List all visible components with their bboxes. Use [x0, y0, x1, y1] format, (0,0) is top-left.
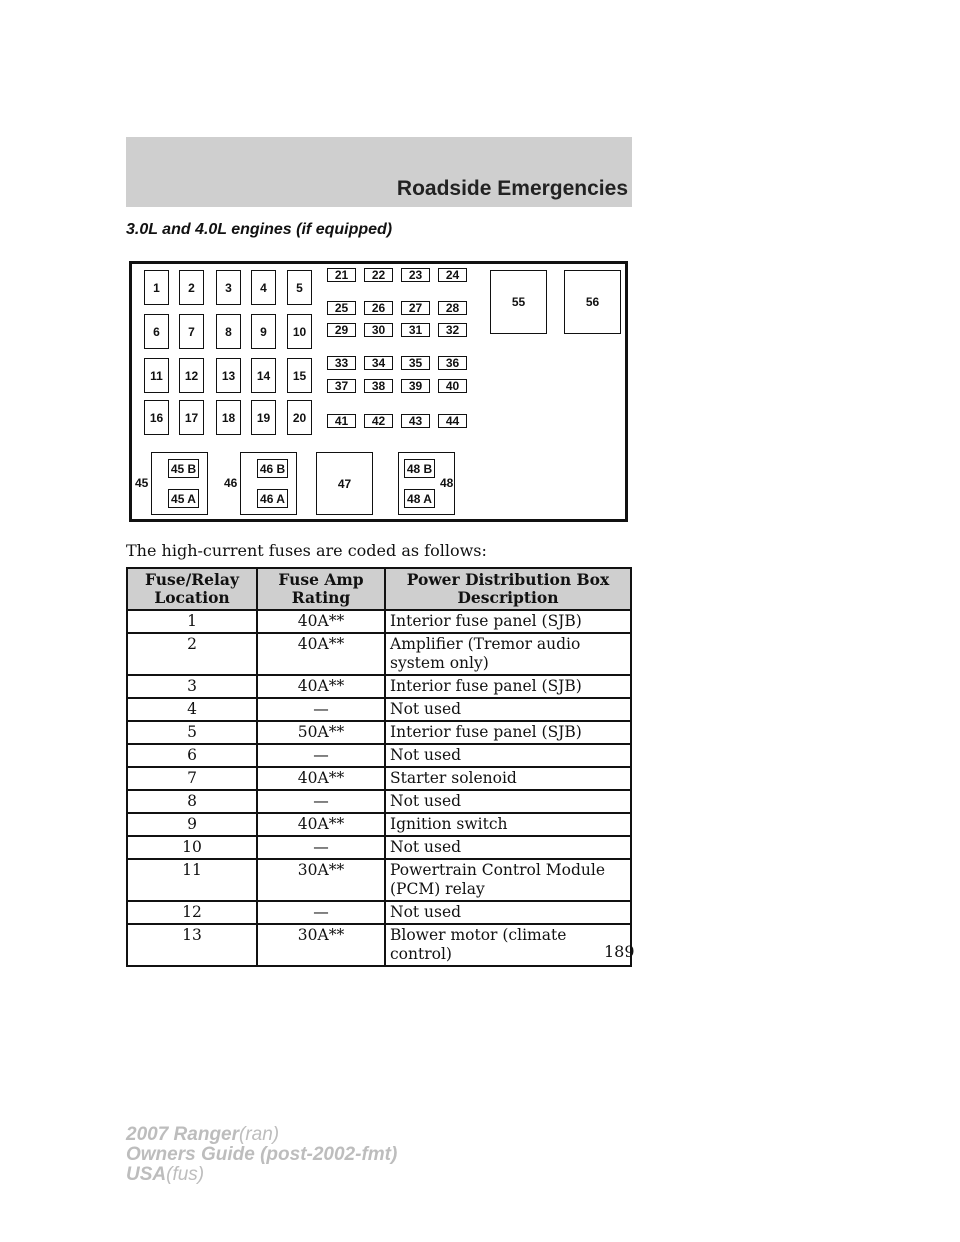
mini-fuse: 41	[327, 414, 356, 428]
mini-fuse: 27	[401, 301, 430, 315]
cell-amp-rating: —	[257, 901, 385, 924]
relay-pair-label: 45	[135, 476, 149, 490]
document-footer	[126, 1125, 397, 1185]
relay-lower: 45 A	[168, 489, 199, 508]
relay-pair-label: 48	[440, 476, 454, 490]
cell-location: 6	[127, 744, 257, 767]
table-row	[127, 610, 631, 633]
cell-location: 9	[127, 813, 257, 836]
cell-location: 2	[127, 633, 257, 675]
footer-model-code: (ran)	[239, 1124, 280, 1145]
cell-description: Blower motor (climate control)	[385, 924, 631, 966]
mini-fuse: 25	[327, 301, 356, 315]
cell-location: 5	[127, 721, 257, 744]
footer-market: USA	[126, 1164, 167, 1185]
cell-location: 11	[127, 859, 257, 901]
cell-description: Ignition switch	[385, 813, 631, 836]
large-fuse: 5	[287, 270, 312, 305]
mini-fuse: 44	[438, 414, 467, 428]
table-header-row	[127, 568, 631, 610]
mini-fuse: 38	[364, 379, 393, 393]
table-row	[127, 924, 631, 966]
large-fuse: 17	[179, 400, 204, 435]
mini-fuse: 35	[401, 356, 430, 370]
cell-location: 4	[127, 698, 257, 721]
cell-amp-rating: 40A**	[257, 633, 385, 675]
large-fuse: 7	[179, 314, 204, 349]
table-row	[127, 767, 631, 790]
cell-description: Not used	[385, 836, 631, 859]
large-fuse: 13	[216, 358, 241, 393]
cell-description: Powertrain Control Module (PCM) relay	[385, 859, 631, 901]
table-row	[127, 836, 631, 859]
cell-amp-rating: 50A**	[257, 721, 385, 744]
cell-amp-rating: —	[257, 698, 385, 721]
relay-upper: 45 B	[168, 459, 199, 478]
large-fuse: 19	[251, 400, 276, 435]
mini-fuse: 26	[364, 301, 393, 315]
large-fuse: 16	[144, 400, 169, 435]
header-description: Power Distribution Box Description	[385, 568, 631, 610]
cell-amp-rating: —	[257, 744, 385, 767]
cell-description: Interior fuse panel (SJB)	[385, 610, 631, 633]
cell-description: Not used	[385, 790, 631, 813]
mini-fuse: 40	[438, 379, 467, 393]
mini-fuse: 42	[364, 414, 393, 428]
cell-amp-rating: 40A**	[257, 767, 385, 790]
table-row	[127, 813, 631, 836]
relay-upper: 48 B	[404, 459, 435, 478]
large-fuse: 11	[144, 358, 169, 393]
large-fuse: 20	[287, 400, 312, 435]
cell-location: 10	[127, 836, 257, 859]
large-fuse: 10	[287, 314, 312, 349]
cell-amp-rating: —	[257, 790, 385, 813]
large-fuse: 4	[251, 270, 276, 305]
mini-fuse: 22	[364, 268, 393, 282]
mini-fuse: 39	[401, 379, 430, 393]
table-row	[127, 901, 631, 924]
cell-amp-rating: 40A**	[257, 610, 385, 633]
relay-56: 56	[564, 270, 621, 334]
large-fuse: 12	[179, 358, 204, 393]
cell-description: Not used	[385, 698, 631, 721]
large-fuse: 18	[216, 400, 241, 435]
cell-description: Interior fuse panel (SJB)	[385, 721, 631, 744]
fuse-box-diagram	[129, 261, 628, 522]
cell-description: Starter solenoid	[385, 767, 631, 790]
fuse-table	[126, 567, 632, 967]
mini-fuse: 31	[401, 323, 430, 337]
relay-pair-label: 46	[224, 476, 238, 490]
intro-text: The high-current fuses are coded as follows:	[126, 541, 487, 560]
relay-lower: 48 A	[404, 489, 435, 508]
large-fuse: 1	[144, 270, 169, 305]
header-location: Fuse/Relay Location	[127, 568, 257, 610]
table-row	[127, 675, 631, 698]
mini-fuse: 43	[401, 414, 430, 428]
relay-lower: 46 A	[257, 489, 288, 508]
mini-fuse: 37	[327, 379, 356, 393]
mini-fuse: 33	[327, 356, 356, 370]
relay-upper: 46 B	[257, 459, 288, 478]
header-amp-rating: Fuse Amp Rating	[257, 568, 385, 610]
cell-amp-rating: —	[257, 836, 385, 859]
cell-description: Not used	[385, 744, 631, 767]
large-fuse: 15	[287, 358, 312, 393]
footer-guide: Owners Guide (post-2002-fmt)	[126, 1144, 398, 1165]
cell-location: 13	[127, 924, 257, 966]
large-fuse: 9	[251, 314, 276, 349]
cell-location: 1	[127, 610, 257, 633]
cell-amp-rating: 40A**	[257, 813, 385, 836]
mini-fuse: 34	[364, 356, 393, 370]
table-row	[127, 859, 631, 901]
mini-fuse: 30	[364, 323, 393, 337]
table-row	[127, 721, 631, 744]
subheading: 3.0L and 4.0L engines (if equipped)	[126, 221, 393, 238]
cell-description: Interior fuse panel (SJB)	[385, 675, 631, 698]
mini-fuse: 29	[327, 323, 356, 337]
large-fuse: 6	[144, 314, 169, 349]
large-fuse: 8	[216, 314, 241, 349]
mini-fuse: 23	[401, 268, 430, 282]
mini-fuse: 28	[438, 301, 467, 315]
header-bar	[126, 137, 632, 207]
mini-fuse: 32	[438, 323, 467, 337]
table-row	[127, 744, 631, 767]
cell-location: 7	[127, 767, 257, 790]
mini-fuse: 21	[327, 268, 356, 282]
table-row	[127, 633, 631, 675]
table-row	[127, 790, 631, 813]
mini-fuse: 36	[438, 356, 467, 370]
mini-fuse: 24	[438, 268, 467, 282]
relay-55: 55	[490, 270, 547, 334]
footer-market-code: (fus)	[166, 1164, 205, 1185]
large-fuse: 14	[251, 358, 276, 393]
footer-model: 2007 Ranger	[126, 1124, 240, 1145]
table-row	[127, 698, 631, 721]
cell-description: Not used	[385, 901, 631, 924]
cell-location: 12	[127, 901, 257, 924]
large-fuse: 2	[179, 270, 204, 305]
large-fuse: 3	[216, 270, 241, 305]
cell-amp-rating: 30A**	[257, 859, 385, 901]
cell-amp-rating: 30A**	[257, 924, 385, 966]
cell-description: Amplifier (Tremor audio system only)	[385, 633, 631, 675]
relay-47: 47	[316, 452, 373, 515]
cell-location: 3	[127, 675, 257, 698]
page-number: 189	[604, 942, 635, 961]
cell-amp-rating: 40A**	[257, 675, 385, 698]
section-title: Roadside Emergencies	[396, 177, 628, 200]
cell-location: 8	[127, 790, 257, 813]
